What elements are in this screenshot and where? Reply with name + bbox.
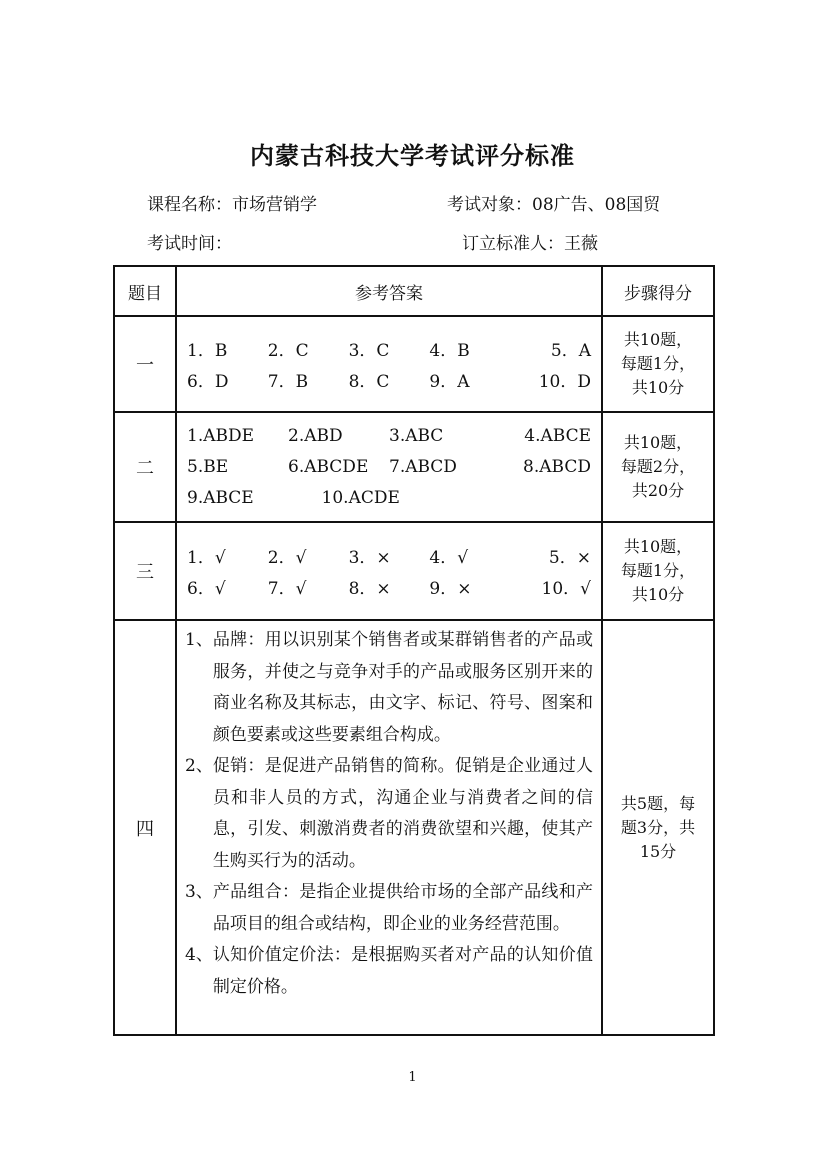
answer-item: 9.ABCE bbox=[187, 488, 254, 508]
definition-item bbox=[185, 751, 593, 877]
answer-item: 1．√ bbox=[187, 548, 226, 568]
answer-item: 3．× bbox=[348, 548, 391, 568]
definition-item bbox=[185, 940, 593, 1003]
definition-text: 促销：是促进产品销售的简称。促销是企业通过人员和非人员的方式，沟通企业与消费者之间的信息，引发、刺激消费者的消费欲望和兴趣，使其产生购买行为的活动。 bbox=[212, 756, 593, 871]
answer-cell bbox=[176, 522, 602, 620]
answer-item: 9．A bbox=[429, 372, 470, 392]
score-line: 共10分 bbox=[631, 378, 685, 397]
answer-line bbox=[187, 571, 591, 602]
answer-item: 2．√ bbox=[267, 548, 307, 568]
answer-line bbox=[187, 540, 591, 571]
answer-item: 1.ABDE bbox=[187, 426, 255, 446]
answer-item: 4.ABCE bbox=[524, 426, 591, 446]
definition-text: 产品组合：是指企业提供给市场的全部产品线和产品项目的组合或结构，即企业的业务经营范围。 bbox=[212, 882, 593, 934]
answer-item: 5.BE bbox=[187, 457, 229, 477]
header-question: 题目 bbox=[114, 266, 176, 316]
definition-number: 4、 bbox=[185, 945, 213, 965]
definitions-cell bbox=[176, 620, 602, 1035]
score-cell bbox=[602, 316, 714, 412]
answer-item: 1．B bbox=[187, 341, 228, 361]
score-cell bbox=[602, 522, 714, 620]
score-line: 共10题， bbox=[623, 537, 693, 556]
score-line: 每题1分， bbox=[620, 561, 696, 580]
definition-text: 品牌：用以识别某个销售者或某群销售者的产品或服务，并使之与竞争对手的产品或服务区别开来的商业名称及其标志，由文字、标记、符号、图案和颜色要素或这些要素组合构成。 bbox=[212, 630, 593, 745]
answer-item: 8．× bbox=[348, 579, 391, 599]
score-line: 共20分 bbox=[631, 481, 685, 500]
answer-item: 4．B bbox=[429, 341, 470, 361]
answer-line bbox=[187, 364, 591, 395]
score-line: 共5题，每 bbox=[620, 793, 696, 813]
header-score: 步骤得分 bbox=[602, 266, 714, 316]
question-label: 四 bbox=[114, 620, 176, 1035]
answer-item: 6．D bbox=[187, 372, 229, 392]
score-line: 共10题， bbox=[623, 330, 693, 349]
answer-cell bbox=[176, 316, 602, 412]
table-row bbox=[114, 316, 714, 412]
standard-setter: 订立标准人：王薇 bbox=[462, 234, 598, 254]
answer-item: 5．× bbox=[548, 548, 591, 568]
grading-table bbox=[113, 265, 715, 1036]
answer-item: 3.ABC bbox=[389, 426, 444, 446]
exam-target: 考试对象：08广告、08国贸 bbox=[447, 195, 661, 215]
question-label: 三 bbox=[114, 522, 176, 620]
score-line: 每题1分， bbox=[620, 354, 696, 373]
answer-item: 2．C bbox=[267, 341, 309, 361]
definition-text: 认知价值定价法：是根据购买者对产品的认知价值制定价格。 bbox=[212, 945, 593, 997]
answer-item: 6．√ bbox=[187, 579, 226, 599]
answer-item: 3．C bbox=[348, 341, 390, 361]
answer-item: 7．√ bbox=[267, 579, 307, 599]
answer-line bbox=[187, 421, 591, 452]
answer-item: 4．√ bbox=[429, 548, 469, 568]
score-line: 15分 bbox=[639, 841, 677, 861]
answer-item: 6.ABCDE bbox=[288, 457, 369, 477]
answer-item: 8．C bbox=[348, 372, 390, 392]
table-row bbox=[114, 620, 714, 1035]
score-line: 每题2分， bbox=[620, 457, 696, 476]
answer-item: 5．A bbox=[550, 341, 591, 361]
answer-item: 8.ABCD bbox=[523, 457, 591, 477]
exam-time: 考试时间： bbox=[147, 234, 232, 254]
answer-cell bbox=[176, 412, 602, 522]
question-label: 二 bbox=[114, 412, 176, 522]
score-line: 题3分，共 bbox=[620, 817, 696, 837]
header-answer: 参考答案 bbox=[176, 266, 602, 316]
answer-line bbox=[187, 452, 591, 483]
answer-item: 7．B bbox=[267, 372, 309, 392]
table-header-row bbox=[114, 266, 714, 316]
score-line: 共10分 bbox=[631, 585, 685, 604]
answer-line bbox=[187, 483, 591, 514]
question-label: 一 bbox=[114, 316, 176, 412]
score-line: 共10题， bbox=[623, 433, 693, 452]
answer-line bbox=[187, 333, 591, 364]
table-row bbox=[114, 412, 714, 522]
definition-item bbox=[185, 625, 593, 751]
definition-number: 1、 bbox=[185, 630, 213, 650]
score-cell bbox=[602, 412, 714, 522]
answer-item: 10．√ bbox=[541, 579, 591, 599]
document-title: 内蒙古科技大学考试评分标准 bbox=[250, 142, 575, 170]
course-name: 课程名称：市场营销学 bbox=[147, 195, 317, 215]
answer-item: 2.ABD bbox=[288, 426, 343, 446]
page-number: 1 bbox=[408, 1070, 417, 1085]
answer-item: 10.ACDE bbox=[321, 488, 400, 508]
definition-number: 3、 bbox=[185, 882, 213, 902]
definition-item bbox=[185, 877, 593, 940]
answer-item: 7.ABCD bbox=[389, 457, 457, 477]
definition-number: 2、 bbox=[185, 756, 213, 776]
answer-item: 10．D bbox=[538, 372, 591, 392]
score-cell bbox=[602, 620, 714, 1035]
table-row bbox=[114, 522, 714, 620]
answer-item: 9．× bbox=[429, 579, 472, 599]
